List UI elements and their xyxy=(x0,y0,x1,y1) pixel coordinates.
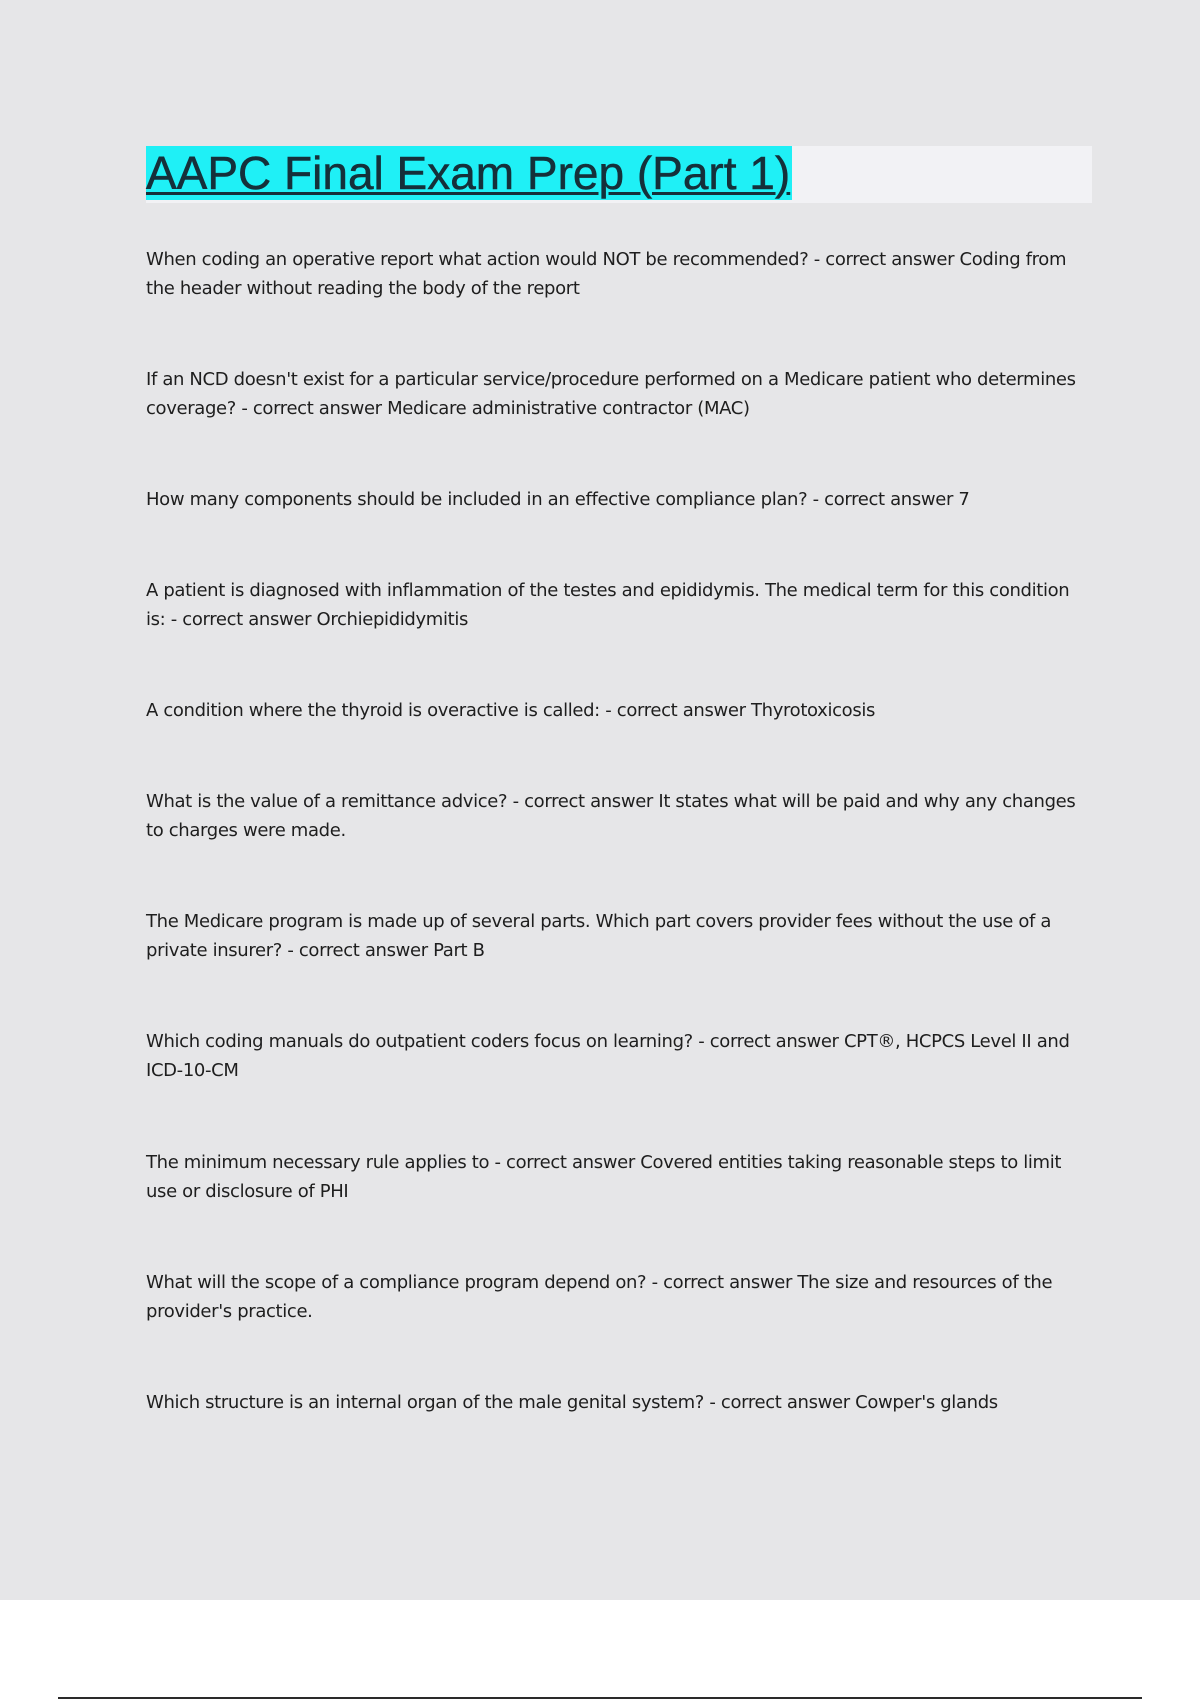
question-answer-item: A condition where the thyroid is overactive is called: - correct answer Thyrotoxicosis xyxy=(146,700,876,721)
document-title: AAPC Final Exam Prep (Part 1) xyxy=(146,147,791,199)
question-answer-item: Which structure is an internal organ of the male genital system? - correct answer Cowper's glands xyxy=(146,1392,998,1413)
footer-divider xyxy=(58,1697,1142,1699)
question-answer-item: The minimum necessary rule applies to - correct answer Covered entities taking reasonable steps to limit use or disclosure of PHI xyxy=(146,1152,1062,1202)
question-answer-item: What is the value of a remittance advice? - correct answer It states what will be paid and why any changes to charges were made. xyxy=(146,791,1076,841)
question-answer-item: A patient is diagnosed with inflammation of the testes and epididymis. The medical term for this condition is: - correct answer Orchiepididymitis xyxy=(146,580,1070,630)
question-answer-item: Which coding manuals do outpatient coders focus on learning? - correct answer CPT®, HCPCS Level II and ICD-10-CM xyxy=(146,1031,1070,1081)
question-answer-item: How many components should be included in an effective compliance plan? - correct answer 7 xyxy=(146,489,970,510)
question-answer-item: If an NCD doesn't exist for a particular service/procedure performed on a Medicare patient who determines coverage? - correct answer Medicare administrative contractor (MAC) xyxy=(146,369,1076,419)
question-answer-item: The Medicare program is made up of several parts. Which part covers provider fees without the use of a private insurer? - correct answer Part B xyxy=(146,911,1052,961)
question-answer-item: What will the scope of a compliance program depend on? - correct answer The size and resources of the provider's practice. xyxy=(146,1272,1053,1322)
question-answer-item: When coding an operative report what action would NOT be recommended? - correct answer Coding from the header without reading the body of the report xyxy=(146,249,1067,299)
